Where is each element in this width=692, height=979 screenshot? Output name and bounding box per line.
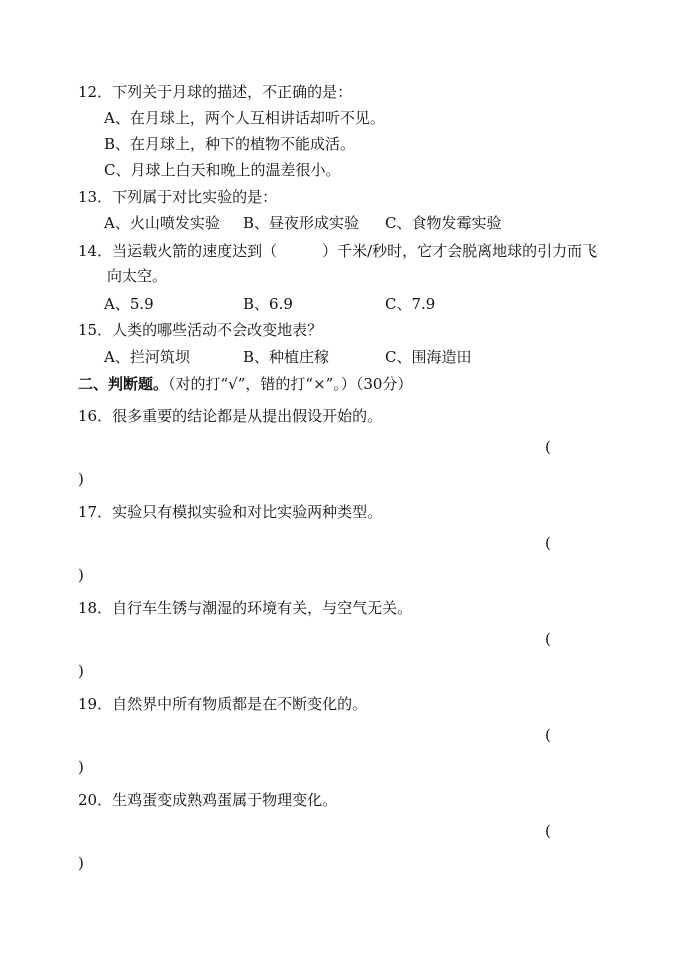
question-14-stem: 14．当运载火箭的速度达到（ ）千米/秒时，它才会脱离地球的引力而飞 <box>78 242 598 260</box>
question-16-answer-open: ( <box>545 438 551 456</box>
question-14-option-a: A、5.9 <box>104 295 154 313</box>
question-13-option-c: C、食物发霉实验 <box>385 214 502 232</box>
question-17-text: 17．实验只有模拟实验和对比实验两种类型。 <box>78 503 383 521</box>
question-12-option-c: C、月球上白天和晚上的温差很小。 <box>104 161 341 179</box>
question-20-answer-close: ) <box>78 854 84 872</box>
section-2-note: （对的打“√”，错的打“×”。）（30分） <box>168 375 413 393</box>
question-17-answer-open: ( <box>545 534 551 552</box>
question-18-answer-open: ( <box>545 630 551 648</box>
question-13-option-b: B、昼夜形成实验 <box>243 214 360 232</box>
question-13-option-a: A、火山喷发实验 <box>104 214 220 232</box>
question-19-answer-open: ( <box>545 726 551 744</box>
section-2-title: 二、判断题。 <box>78 375 169 393</box>
question-14-option-c: C、7.9 <box>385 295 436 313</box>
question-14-option-b: B、6.9 <box>243 295 293 313</box>
question-19-text: 19．自然界中所有物质都是在不断变化的。 <box>78 695 368 713</box>
question-20-text: 20．生鸡蛋变成熟鸡蛋属于物理变化。 <box>78 791 338 809</box>
question-16-answer-close: ) <box>78 470 84 488</box>
question-20-answer-open: ( <box>545 822 551 840</box>
question-14-stem-continued: 向太空。 <box>107 267 168 285</box>
question-15-stem: 15．人类的哪些活动不会改变地表？ <box>78 321 323 339</box>
question-15-option-c: C、围海造田 <box>385 348 472 366</box>
question-12-stem: 12．下列关于月球的描述，不正确的是： <box>78 83 353 101</box>
question-12-option-b: B、在月球上，种下的植物不能成活。 <box>104 135 356 153</box>
question-16-text: 16．很多重要的结论都是从提出假设开始的。 <box>78 407 383 425</box>
question-17-answer-close: ) <box>78 566 84 584</box>
question-19-answer-close: ) <box>78 758 84 776</box>
question-18-text: 18．自行车生锈与潮湿的环境有关，与空气无关。 <box>78 599 413 617</box>
question-12-option-a: A、在月球上，两个人互相讲话却听不见。 <box>104 109 385 127</box>
question-15-option-b: B、种植庄稼 <box>243 348 330 366</box>
section-2-heading <box>78 374 412 394</box>
question-13-stem: 13．下列属于对比实验的是： <box>78 188 278 206</box>
question-18-answer-close: ) <box>78 662 84 680</box>
question-15-option-a: A、拦河筑坝 <box>104 348 190 366</box>
